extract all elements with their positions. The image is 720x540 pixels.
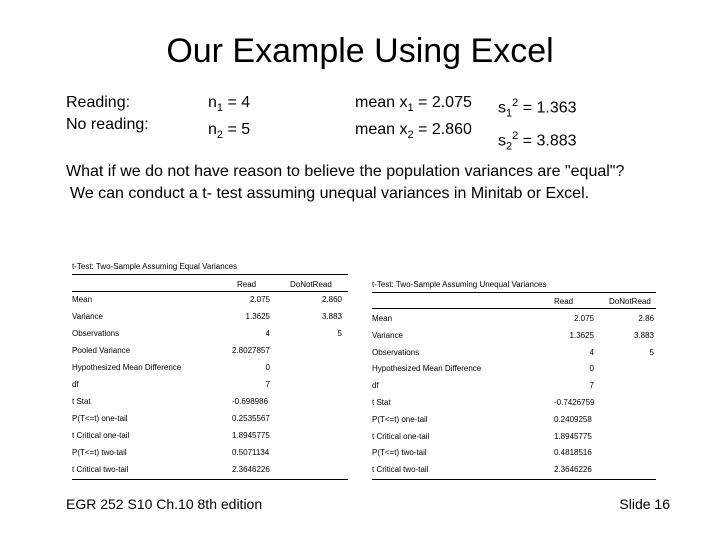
reading-label: Reading: [66, 94, 131, 111]
equal-variance-table [72, 262, 352, 482]
row-label: Observations [372, 347, 420, 357]
table-row [372, 465, 656, 477]
paragraph-line-1: What if we do not have reason to believe the population variances are "equal"? [66, 163, 625, 180]
row-label: P(T<=t) two-tail [372, 448, 427, 458]
unequal-table-col2-header: DoNotRead [609, 297, 651, 306]
row-value-read: 1.8945775 [232, 431, 270, 440]
equal-table-title: t-Test: Two-Sample Assuming Equal Variances [72, 262, 238, 271]
row-value-read: 0.2409258 [554, 414, 592, 424]
row-label: t Critical one-tail [72, 431, 130, 440]
equal-table-col2-header: DoNotRead [290, 280, 332, 289]
table-row [372, 314, 656, 326]
row-value-donotread: 5 [649, 347, 654, 357]
row-label: Variance [72, 312, 103, 321]
row-value-read: 0.4818516 [554, 448, 592, 458]
row-label: Hypothesized Mean Difference [72, 363, 182, 372]
row-value-read: 0.2535567 [232, 414, 270, 423]
paragraph-line-2: We can conduct a t- test assuming unequal variances in Minitab or Excel. [70, 185, 590, 202]
table-rule-bottom [372, 479, 656, 480]
table-row [372, 398, 656, 410]
table-row [72, 397, 348, 409]
table-row [72, 465, 348, 477]
mean2-value: mean $x_2 = 2.860$ [355, 121, 472, 142]
unequal-table-rule-header [372, 308, 656, 309]
row-label: Observations [72, 329, 120, 338]
row-value-read: 2.3646226 [554, 465, 592, 475]
no-reading-label: No reading: [66, 116, 149, 133]
row-label: df [372, 381, 379, 391]
table-row [72, 448, 348, 460]
row-value-donotread: 3.883 [321, 312, 342, 321]
table-row [372, 381, 656, 393]
row-value-read: 0 [265, 363, 270, 372]
row-value-donotread: 2.860 [321, 295, 342, 304]
row-label: t Stat [372, 398, 391, 407]
table-row [72, 312, 348, 324]
row-label: t Critical one-tail [372, 431, 430, 441]
table-row [72, 329, 348, 341]
table-row [72, 431, 348, 443]
sample-means [355, 92, 472, 146]
row-value-read: 4 [589, 347, 594, 357]
row-label: t Critical two-tail [372, 465, 429, 475]
table-row [372, 331, 656, 343]
equal-table-col1-header: Read [237, 280, 257, 289]
table-row [372, 432, 656, 444]
row-value-donotread: 2.86 [638, 314, 654, 323]
row-label: Hypothesized Mean Difference [372, 364, 482, 374]
row-label: P(T<=t) two-tail [72, 448, 127, 457]
table-row [372, 364, 656, 376]
row-value-donotread: 5 [337, 329, 342, 338]
row-value-read: 2.8027857 [232, 346, 270, 355]
mean1-value: mean $x_1 = 2.075$ [355, 94, 472, 115]
row-label: Mean [372, 314, 393, 323]
table-row [72, 363, 348, 375]
row-value-read: 7 [589, 381, 594, 391]
row-label: P(T<=t) one-tail [72, 414, 128, 423]
row-label: Variance [372, 330, 403, 340]
footer-course: EGR 252 S10 Ch.10 8th edition [66, 496, 263, 512]
footer-slide-number: Slide 16 [619, 496, 670, 512]
row-value-read: 2.3646226 [232, 465, 270, 474]
row-value-read: 0.5071134 [232, 448, 270, 457]
row-value-read: 2.075 [249, 295, 270, 304]
sample-variances [498, 92, 577, 157]
table-rule-bottom [72, 479, 348, 480]
n1-value: $n_1 = 4$ [208, 94, 251, 115]
s2-value: $s_2^2 = 3.883$ [498, 129, 577, 153]
equal-table-rule-header [72, 291, 348, 292]
table-row [72, 380, 348, 392]
table-row [72, 346, 348, 358]
row-value-read: 0 [589, 364, 594, 374]
table-row [372, 348, 656, 360]
slide-title: Our Example Using Excel [166, 32, 554, 70]
unequal-table-title: t-Test: Two-Sample Assuming Unequal Variances [372, 280, 547, 289]
row-label: P(T<=t) one-tail [372, 414, 428, 424]
row-value-read: 7 [265, 380, 270, 389]
row-value-read: 4 [265, 329, 270, 338]
row-label: df [72, 380, 79, 389]
row-value-donotread: 3.883 [633, 330, 654, 340]
table-row [372, 448, 656, 460]
row-value-read: 1.3625 [245, 312, 270, 321]
table-row [372, 415, 656, 427]
row-label: Pooled Variance [72, 346, 131, 355]
row-value-read: 1.8945775 [554, 431, 592, 441]
row-value-read: 1.3625 [569, 330, 594, 340]
unequal-variance-table [372, 280, 656, 480]
stats-labels [66, 92, 149, 136]
row-label: t Stat [72, 397, 91, 406]
table-row [72, 414, 348, 426]
row-label: t Critical two-tail [72, 465, 129, 474]
row-label: Mean [72, 295, 93, 304]
table-row [72, 295, 348, 307]
sample-sizes [208, 92, 250, 146]
n2-value: $n_2 = 5$ [208, 121, 251, 142]
s1-value: $s_1^2 = 1.363$ [498, 97, 577, 120]
unequal-table-col1-header: Read [554, 297, 574, 306]
row-value-read: -0.698986 [232, 397, 269, 406]
row-value-read: -0.7426759 [554, 398, 595, 407]
equal-table-rule-top [72, 274, 348, 275]
unequal-table-rule-top [372, 292, 656, 293]
row-value-read: 2.075 [573, 314, 594, 323]
